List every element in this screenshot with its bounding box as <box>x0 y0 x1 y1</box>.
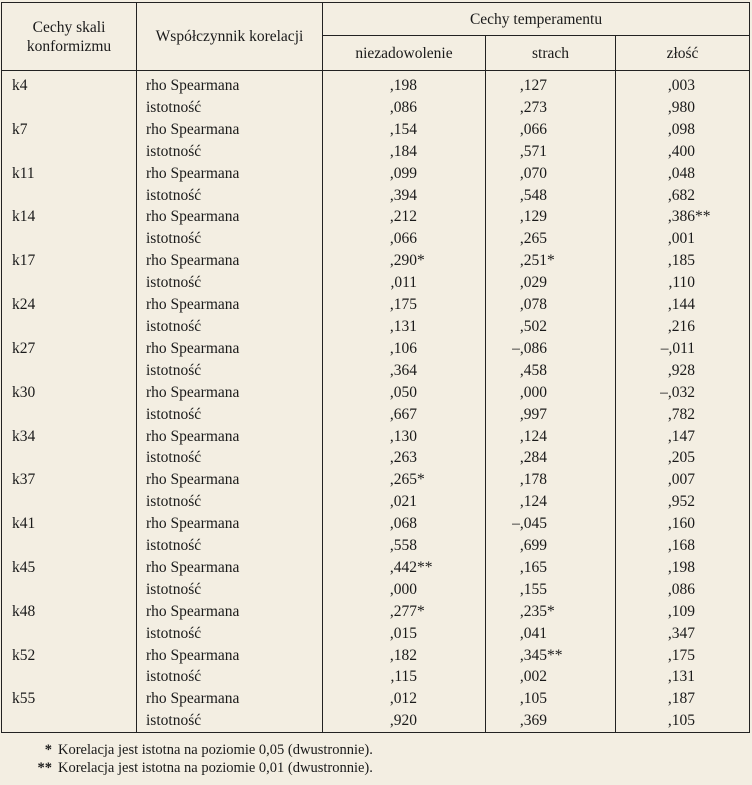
value-cell: ,386** <box>616 206 750 228</box>
scale-cell: k52 <box>2 645 137 667</box>
value-text: ,277 <box>389 602 417 620</box>
value-text: ,198 <box>389 77 417 94</box>
value-cell <box>486 294 616 316</box>
table-row <box>2 535 750 557</box>
value-text: ,160 <box>667 515 696 533</box>
value-text: ,175 <box>389 296 417 314</box>
value-text: ,168 <box>667 537 696 555</box>
coefficient-type-cell: istotność <box>137 710 323 732</box>
table-row <box>2 710 750 732</box>
scale-cell <box>2 666 137 688</box>
value-text: ,086 <box>667 580 696 598</box>
value-text: ,124 <box>519 493 547 511</box>
table-row <box>2 688 750 710</box>
value-cell <box>486 579 616 601</box>
value-text: ,106 <box>389 339 417 357</box>
value-text: ,185 <box>667 252 696 270</box>
coefficient-type-cell: rho Spearmana <box>137 294 323 316</box>
value-text: ,155 <box>519 580 547 598</box>
scale-cell: k41 <box>2 513 137 535</box>
scale-cell: k48 <box>2 601 137 623</box>
coefficient-type-cell: rho Spearmana <box>137 338 323 360</box>
value-cell <box>616 228 750 250</box>
value-text: ,011 <box>390 274 417 292</box>
value-cell <box>486 426 616 448</box>
value-cell <box>486 382 616 404</box>
table-row <box>2 163 750 185</box>
value-cell <box>486 141 616 163</box>
value-cell <box>323 316 486 338</box>
value-text: ,066 <box>389 230 417 248</box>
table-row <box>2 491 750 513</box>
value-text: ,558 <box>389 537 417 555</box>
table-row <box>2 513 750 535</box>
value-text: ,928 <box>667 361 696 379</box>
value-cell <box>323 645 486 667</box>
coefficient-type-cell: istotność <box>137 404 323 426</box>
value-cell <box>616 360 750 382</box>
scale-cell <box>2 97 137 119</box>
correlation-table <box>1 2 750 733</box>
value-text: ,099 <box>389 164 417 182</box>
coefficient-type-cell: istotność <box>137 579 323 601</box>
value-text: ,127 <box>519 77 547 94</box>
value-cell <box>323 71 486 97</box>
value-text: ,273 <box>519 98 547 116</box>
value-cell <box>323 272 486 294</box>
value-cell <box>486 360 616 382</box>
table-row <box>2 185 750 207</box>
value-text: ,129 <box>519 208 547 226</box>
scale-cell <box>2 185 137 207</box>
value-text: ,571 <box>519 142 547 160</box>
value-cell <box>616 710 750 732</box>
scale-cell <box>2 228 137 250</box>
value-text: ,198 <box>667 558 696 576</box>
table-row <box>2 250 750 272</box>
header-trait-zlosc: złość <box>616 36 750 71</box>
value-cell <box>616 119 750 141</box>
value-cell: ,235* <box>486 601 616 623</box>
value-cell <box>616 250 750 272</box>
value-text: ,347 <box>667 624 696 642</box>
value-cell <box>323 491 486 513</box>
coefficient-type-cell: istotność <box>137 272 323 294</box>
table-row <box>2 447 750 469</box>
coefficient-type-cell: rho Spearmana <box>137 469 323 491</box>
value-cell <box>486 119 616 141</box>
scale-cell: k11 <box>2 163 137 185</box>
footnotes <box>30 741 373 777</box>
table-row <box>2 579 750 601</box>
header-trait-strach: strach <box>486 36 616 71</box>
coefficient-type-cell: rho Spearmana <box>137 382 323 404</box>
scale-cell: k7 <box>2 119 137 141</box>
coefficient-type-cell: istotność <box>137 97 323 119</box>
value-cell <box>486 316 616 338</box>
coefficient-type-cell: istotność <box>137 535 323 557</box>
table-row <box>2 404 750 426</box>
scale-cell: k4 <box>2 71 137 97</box>
value-text: ,205 <box>667 449 696 467</box>
table-row <box>2 645 750 667</box>
scale-cell <box>2 710 137 732</box>
value-text: ,182 <box>389 646 417 664</box>
header-temperament-group: Cechy temperamentu <box>323 3 750 36</box>
table-row <box>2 360 750 382</box>
coefficient-type-cell: rho Spearmana <box>137 250 323 272</box>
table-row <box>2 601 750 623</box>
value-text: ,920 <box>389 712 417 730</box>
coefficient-type-cell: rho Spearmana <box>137 688 323 710</box>
scale-cell <box>2 360 137 382</box>
scale-cell <box>2 623 137 645</box>
value-text: ,147 <box>667 427 696 445</box>
value-cell <box>323 426 486 448</box>
value-text: ,952 <box>667 493 696 511</box>
value-cell: ,290* <box>323 250 486 272</box>
value-text: ,369 <box>519 712 547 730</box>
value-text: ,980 <box>667 98 696 116</box>
value-cell <box>616 294 750 316</box>
table-row <box>2 426 750 448</box>
value-cell <box>486 710 616 732</box>
value-text: ,105 <box>667 712 696 730</box>
value-cell <box>323 228 486 250</box>
value-text: ,184 <box>389 142 417 160</box>
table-row <box>2 338 750 360</box>
value-text: ,109 <box>667 602 696 620</box>
value-text: ,284 <box>519 449 547 467</box>
value-cell <box>323 513 486 535</box>
coefficient-type-cell: istotność <box>137 141 323 163</box>
table-row <box>2 97 750 119</box>
footnote-001 <box>30 759 373 777</box>
value-cell <box>486 404 616 426</box>
value-text: ,086 <box>389 98 417 116</box>
value-cell <box>616 645 750 667</box>
value-cell: ,251* <box>486 250 616 272</box>
value-text: ,263 <box>389 449 417 467</box>
value-text: ,400 <box>667 142 696 160</box>
table-row <box>2 382 750 404</box>
value-cell <box>323 206 486 228</box>
value-text: ,364 <box>389 361 417 379</box>
table-row <box>2 666 750 688</box>
value-text: ,682 <box>667 186 696 204</box>
table-row <box>2 141 750 163</box>
scale-cell: k24 <box>2 294 137 316</box>
value-cell <box>486 338 616 360</box>
value-text: ,782 <box>667 405 696 423</box>
value-text: ,003 <box>667 77 696 94</box>
value-cell <box>616 491 750 513</box>
coefficient-type-cell: istotność <box>137 623 323 645</box>
scale-cell <box>2 447 137 469</box>
value-cell <box>616 382 750 404</box>
table-row <box>2 272 750 294</box>
header-scale: Cechy skali konformizmu <box>2 3 137 71</box>
value-cell <box>486 623 616 645</box>
value-text: ,130 <box>389 427 417 445</box>
value-cell <box>616 71 750 97</box>
value-cell <box>323 97 486 119</box>
value-cell <box>486 228 616 250</box>
coefficient-type-cell: istotność <box>137 491 323 513</box>
value-text: ,002 <box>519 668 547 686</box>
value-text: ,165 <box>519 558 547 576</box>
coefficient-type-cell: rho Spearmana <box>137 119 323 141</box>
scale-cell: k30 <box>2 382 137 404</box>
value-cell: ,345** <box>486 645 616 667</box>
coefficient-type-cell: rho Spearmana <box>137 601 323 623</box>
table-row <box>2 294 750 316</box>
value-text: ,502 <box>519 317 547 335</box>
coefficient-type-cell: rho Spearmana <box>137 426 323 448</box>
coefficient-type-cell: rho Spearmana <box>137 206 323 228</box>
value-cell <box>323 338 486 360</box>
value-cell <box>616 185 750 207</box>
value-cell <box>616 316 750 338</box>
value-cell <box>616 579 750 601</box>
value-text: ,007 <box>667 471 696 489</box>
value-text: ,131 <box>389 317 417 335</box>
coefficient-type-cell: istotność <box>137 228 323 250</box>
scale-cell: k17 <box>2 250 137 272</box>
value-cell <box>616 426 750 448</box>
value-cell <box>486 491 616 513</box>
coefficient-type-cell: istotność <box>137 360 323 382</box>
value-cell <box>616 601 750 623</box>
scale-cell: k37 <box>2 469 137 491</box>
value-cell <box>486 185 616 207</box>
footnote-text: Korelacja jest istotna na poziomie 0,01 (dwustronnie). <box>58 760 373 776</box>
value-text: ,124 <box>519 427 547 445</box>
value-text: ,235 <box>519 602 547 620</box>
value-cell <box>486 666 616 688</box>
value-text: ,997 <box>519 405 547 423</box>
value-text: ,041 <box>519 624 547 642</box>
value-cell <box>616 97 750 119</box>
scale-cell <box>2 491 137 513</box>
value-cell: ,277* <box>323 601 486 623</box>
value-text: ,068 <box>389 515 417 533</box>
value-cell <box>616 535 750 557</box>
value-cell <box>486 557 616 579</box>
scale-cell <box>2 141 137 163</box>
footnote-005 <box>30 741 373 759</box>
coefficient-type-cell: istotność <box>137 185 323 207</box>
value-text: ,000 <box>389 580 417 598</box>
coefficient-type-cell: rho Spearmana <box>137 163 323 185</box>
table-row <box>2 228 750 250</box>
value-cell <box>616 404 750 426</box>
value-text: ,699 <box>519 537 547 555</box>
table-row <box>2 469 750 491</box>
value-cell <box>616 163 750 185</box>
value-text: ,078 <box>519 296 547 314</box>
scale-cell: k55 <box>2 688 137 710</box>
footnote-marker: ** <box>37 760 52 776</box>
value-text: ,029 <box>519 274 547 292</box>
header-trait-niezadowolenie: niezadowolenie <box>323 36 486 71</box>
value-text: ,345 <box>519 646 547 664</box>
scale-cell: k34 <box>2 426 137 448</box>
value-cell <box>323 666 486 688</box>
value-text: ,548 <box>519 186 547 204</box>
value-cell <box>616 338 750 360</box>
value-text: ,070 <box>519 164 547 182</box>
value-cell <box>616 141 750 163</box>
value-cell <box>616 469 750 491</box>
value-text: ,115 <box>390 668 417 686</box>
value-cell <box>323 185 486 207</box>
scale-cell <box>2 579 137 601</box>
value-text: ,001 <box>667 230 696 248</box>
scale-cell: k14 <box>2 206 137 228</box>
value-text: ,290 <box>389 252 417 270</box>
value-text: ,667 <box>389 405 417 423</box>
table-row <box>2 557 750 579</box>
value-cell <box>323 404 486 426</box>
coefficient-type-cell: rho Spearmana <box>137 71 323 97</box>
table-row <box>2 623 750 645</box>
value-cell <box>486 535 616 557</box>
value-cell <box>616 447 750 469</box>
value-cell <box>486 272 616 294</box>
value-text: ,050 <box>389 383 417 401</box>
value-text: ,187 <box>667 690 696 708</box>
value-text: ,178 <box>519 471 547 489</box>
value-text: –,011 <box>660 339 696 357</box>
coefficient-type-cell: istotność <box>137 666 323 688</box>
value-cell <box>323 710 486 732</box>
value-text: ,175 <box>667 646 696 664</box>
value-cell <box>323 119 486 141</box>
value-text: ,048 <box>667 164 696 182</box>
value-text: ,394 <box>389 186 417 204</box>
table-row <box>2 206 750 228</box>
value-cell <box>323 163 486 185</box>
value-cell <box>486 469 616 491</box>
coefficient-type-cell: istotność <box>137 447 323 469</box>
value-cell <box>616 666 750 688</box>
value-cell <box>616 513 750 535</box>
value-cell <box>323 579 486 601</box>
value-cell <box>616 272 750 294</box>
table-row <box>2 71 750 97</box>
scale-cell <box>2 316 137 338</box>
value-cell <box>323 623 486 645</box>
value-cell <box>323 688 486 710</box>
footnote-marker: * <box>44 742 52 758</box>
value-text: ,265 <box>519 230 547 248</box>
scale-cell <box>2 535 137 557</box>
value-cell <box>616 623 750 645</box>
value-text: ,131 <box>667 668 696 686</box>
table-body <box>2 71 750 733</box>
value-cell <box>486 688 616 710</box>
value-text: –,032 <box>660 383 696 401</box>
value-text: –,086 <box>512 339 547 357</box>
value-text: ,110 <box>668 274 696 292</box>
value-text: ,386 <box>667 208 696 226</box>
value-text: ,000 <box>519 383 547 401</box>
value-cell <box>486 513 616 535</box>
value-cell <box>616 557 750 579</box>
footnote-text: Korelacja jest istotna na poziomie 0,05 (dwustronnie). <box>58 742 373 758</box>
value-cell <box>486 447 616 469</box>
value-text: ,098 <box>667 120 696 138</box>
value-text: ,216 <box>667 317 696 335</box>
scale-cell <box>2 272 137 294</box>
table-row <box>2 316 750 338</box>
scale-cell <box>2 404 137 426</box>
value-cell <box>486 163 616 185</box>
value-cell <box>323 141 486 163</box>
header-coefficient: Współczynnik korelacji <box>137 3 323 71</box>
value-text: ,154 <box>389 120 417 138</box>
value-text: ,021 <box>389 493 417 511</box>
scale-cell: k27 <box>2 338 137 360</box>
value-cell: ,442** <box>323 557 486 579</box>
value-cell: ,265* <box>323 469 486 491</box>
value-cell <box>486 206 616 228</box>
coefficient-type-cell: rho Spearmana <box>137 513 323 535</box>
value-text: ,212 <box>389 208 417 226</box>
value-text: ,458 <box>519 361 547 379</box>
value-cell <box>323 382 486 404</box>
value-text: ,012 <box>389 690 417 708</box>
value-cell <box>486 71 616 97</box>
value-text: ,066 <box>519 120 547 138</box>
value-cell <box>323 294 486 316</box>
value-cell <box>616 688 750 710</box>
scale-cell: k45 <box>2 557 137 579</box>
value-cell <box>486 97 616 119</box>
value-cell <box>323 535 486 557</box>
value-text: ,265 <box>389 471 417 489</box>
value-cell <box>323 360 486 382</box>
value-cell <box>323 447 486 469</box>
value-text: ,442 <box>389 558 417 576</box>
value-text: ,015 <box>389 624 417 642</box>
coefficient-type-cell: istotność <box>137 316 323 338</box>
value-text: ,144 <box>667 296 696 314</box>
coefficient-type-cell: rho Spearmana <box>137 557 323 579</box>
value-text: –,045 <box>512 515 547 533</box>
value-text: ,251 <box>519 252 547 270</box>
coefficient-type-cell: rho Spearmana <box>137 645 323 667</box>
table-row <box>2 119 750 141</box>
value-text: ,105 <box>519 690 547 708</box>
